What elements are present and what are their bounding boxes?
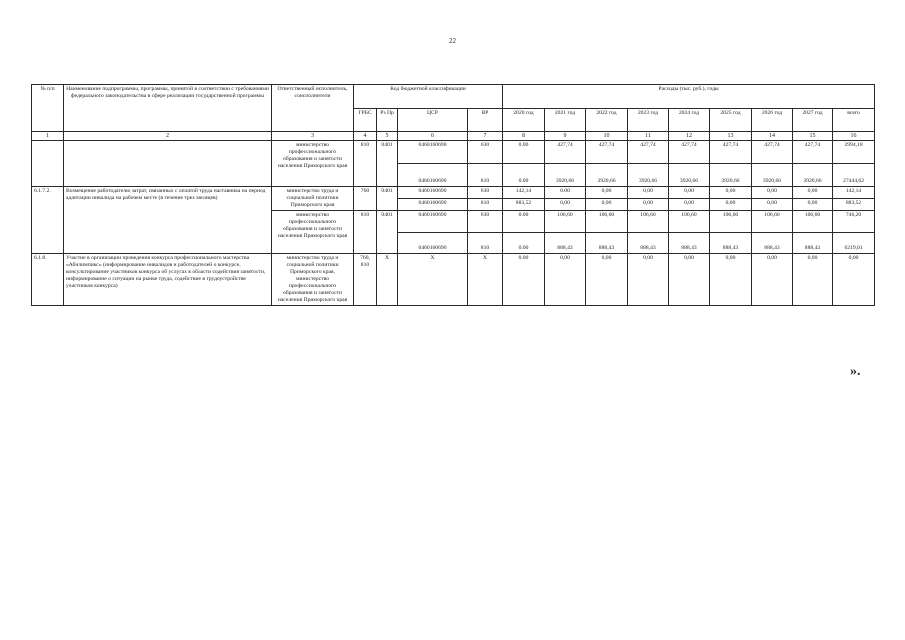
header-year: 2021 год [545,108,586,132]
row-value: 106,60 [628,211,669,233]
row-value: 0.00 [503,254,545,306]
header-total: всего [833,108,875,132]
row-value: 0,00 [710,187,752,199]
row-value: 888,43 [669,232,710,254]
header-name: Наименование подпрограммы, программы, принятой в соответствии с требованиями федерального законодательства в сфере реализации государственной программы [64,85,272,132]
column-number: 8 [503,132,545,141]
table-row [32,141,875,164]
row-value: 427,74 [752,141,793,164]
header-year: 2022 год [586,108,628,132]
row-value: 106,60 [669,211,710,233]
closing-quote-mark: ». [850,364,861,379]
header-row-1 [32,85,875,109]
column-number: 12 [669,132,710,141]
row-value: 883,52 [503,199,545,211]
row-value: 0.00 [503,232,545,254]
row-value: 0.00 [503,141,545,164]
row-csr: 0460160690 [398,232,468,254]
row-csr: 0460160690 [398,141,468,164]
header-year: 2024 год [669,108,710,132]
column-number: 9 [545,132,586,141]
row-rzpr: 0401 [377,141,398,187]
row-value: 0,00 [545,254,586,306]
column-number: 4 [354,132,377,141]
header-year: 2025 год [710,108,752,132]
row-rzpr: 0401 [377,187,398,211]
row-total: 2994,18 [833,141,875,164]
row-value: 0.00 [503,164,545,187]
row-total: 746,20 [833,211,875,233]
row-value: 106,60 [545,211,586,233]
row-no: 6.1.7.2. [32,187,64,254]
header-code-group: Код бюджетной классификации [354,85,503,109]
row-value: 427,74 [710,141,752,164]
page-number: 22 [449,37,456,45]
row-value: 0,00 [628,254,669,306]
row-value: 3920,66 [628,164,669,187]
row-name [64,141,272,187]
row-value: 0,00 [752,254,793,306]
row-value: 427,74 [793,141,833,164]
row-value: 888,43 [793,232,833,254]
row-vr: 810 [468,164,503,187]
row-vr: 630 [468,141,503,164]
row-csr: 0460160690 [398,211,468,233]
row-value: 0,00 [752,199,793,211]
table-row [32,254,875,306]
row-no [32,141,64,187]
row-value: 888,43 [628,232,669,254]
header-year: 2026 год [752,108,793,132]
row-value: 0,00 [669,187,710,199]
row-rzpr: 0401 [377,211,398,254]
header-expenses-group: Расходы (тыс. руб.), годы [503,85,875,109]
column-number: 2 [64,132,272,141]
row-value: 427,74 [628,141,669,164]
row-value: 427,74 [669,141,710,164]
row-value: 0,00 [793,187,833,199]
row-value: 0.00 [503,211,545,233]
row-vr: 630 [468,187,503,199]
column-number: 5 [377,132,398,141]
row-value: 888,43 [586,232,628,254]
column-number: 7 [468,132,503,141]
row-name: Участие в организации проведения конкурса профессионального мастерства «Абилимпикс» (информирование инвалидов и работодателей о конкурсе, консультирование участников конкурса об услугах в области содействия занятости, информирование о ситуации на рынке труда, содействие в трудоустройстве участников конкурса) [64,254,272,306]
header-year: 2023 год [628,108,669,132]
row-responsible: министерство профессионального образования и занятости населения Приморского края [272,211,354,254]
row-csr: 0460160690 [398,164,468,187]
row-value: 106,60 [710,211,752,233]
column-number: 11 [628,132,669,141]
row-value: 0,00 [586,254,628,306]
table-row [32,187,875,199]
row-value: 0,00 [669,199,710,211]
row-value: 0,00 [628,199,669,211]
row-grbs: 760 [354,187,377,211]
row-value: 0.00 [545,187,586,199]
header-responsible: Ответственный исполнитель, соисполнители [272,85,354,132]
row-value: 3920,66 [710,164,752,187]
row-total: 0,00 [833,254,875,306]
row-value: 888,43 [710,232,752,254]
row-responsible: министерство профессионального образования и занятости населения Приморского края [272,141,354,187]
row-value: 0,00 [545,199,586,211]
row-total: 142,14 [833,187,875,199]
row-value: 0,00 [710,199,752,211]
row-name: Возмещение работодателю затрат, связанных с оплатой труда наставника на период адаптации инвалида на рабочем месте (в течение трех месяцев) [64,187,272,254]
row-total: 27444,62 [833,164,875,187]
header-year: 2020 год [503,108,545,132]
row-value: 106,60 [752,211,793,233]
row-value: 0,00 [752,187,793,199]
row-rzpr: X [377,254,398,306]
row-total: 883,52 [833,199,875,211]
row-value: 0,00 [793,199,833,211]
column-number: 1 [32,132,64,141]
row-vr: 630 [468,211,503,233]
row-value: 106,60 [586,211,628,233]
row-value: 888,43 [752,232,793,254]
header-csr: ЦСР [398,108,468,132]
row-grbs: 810 [354,141,377,187]
column-number: 13 [710,132,752,141]
row-grbs: 760, 810 [354,254,377,306]
header-year: 2027 год [793,108,833,132]
row-vr: 810 [468,199,503,211]
row-vr: X [468,254,503,306]
row-value: 0,00 [628,187,669,199]
row-value: 3920,66 [669,164,710,187]
row-value: 427,74 [586,141,628,164]
row-value: 0,00 [669,254,710,306]
header-rzpr: Рз Пр [377,108,398,132]
row-value: 427,74 [545,141,586,164]
row-vr: 810 [468,232,503,254]
row-value: 0,00 [793,254,833,306]
row-csr: X [398,254,468,306]
row-total: 6219,01 [833,232,875,254]
row-responsible: министерство труда и социальной политики Приморского края [272,187,354,211]
row-responsible: министерство труда и социальной политики Приморского края, министерство профессионального образования и занятости населения Приморского края [272,254,354,306]
row-value: 0,00 [586,187,628,199]
header-vr: ВР [468,108,503,132]
budget-table [31,84,875,306]
row-no: 6.1.8. [32,254,64,306]
header-no: № п/п [32,85,64,132]
row-value: 888,43 [545,232,586,254]
row-value: 142,14 [503,187,545,199]
row-value: 3920,66 [793,164,833,187]
column-number: 14 [752,132,793,141]
column-number: 10 [586,132,628,141]
column-number-row [32,132,875,141]
row-value: 3920,66 [545,164,586,187]
row-grbs: 810 [354,211,377,254]
row-value: 106,60 [793,211,833,233]
row-csr: 0460160690 [398,199,468,211]
row-csr: 0460160690 [398,187,468,199]
column-number: 15 [793,132,833,141]
row-value: 3920,66 [752,164,793,187]
row-value: 0,00 [586,199,628,211]
column-number: 3 [272,132,354,141]
row-value: 3920,66 [586,164,628,187]
header-grbs: ГРБС [354,108,377,132]
column-number: 6 [398,132,468,141]
row-value: 0,00 [710,254,752,306]
column-number: 16 [833,132,875,141]
